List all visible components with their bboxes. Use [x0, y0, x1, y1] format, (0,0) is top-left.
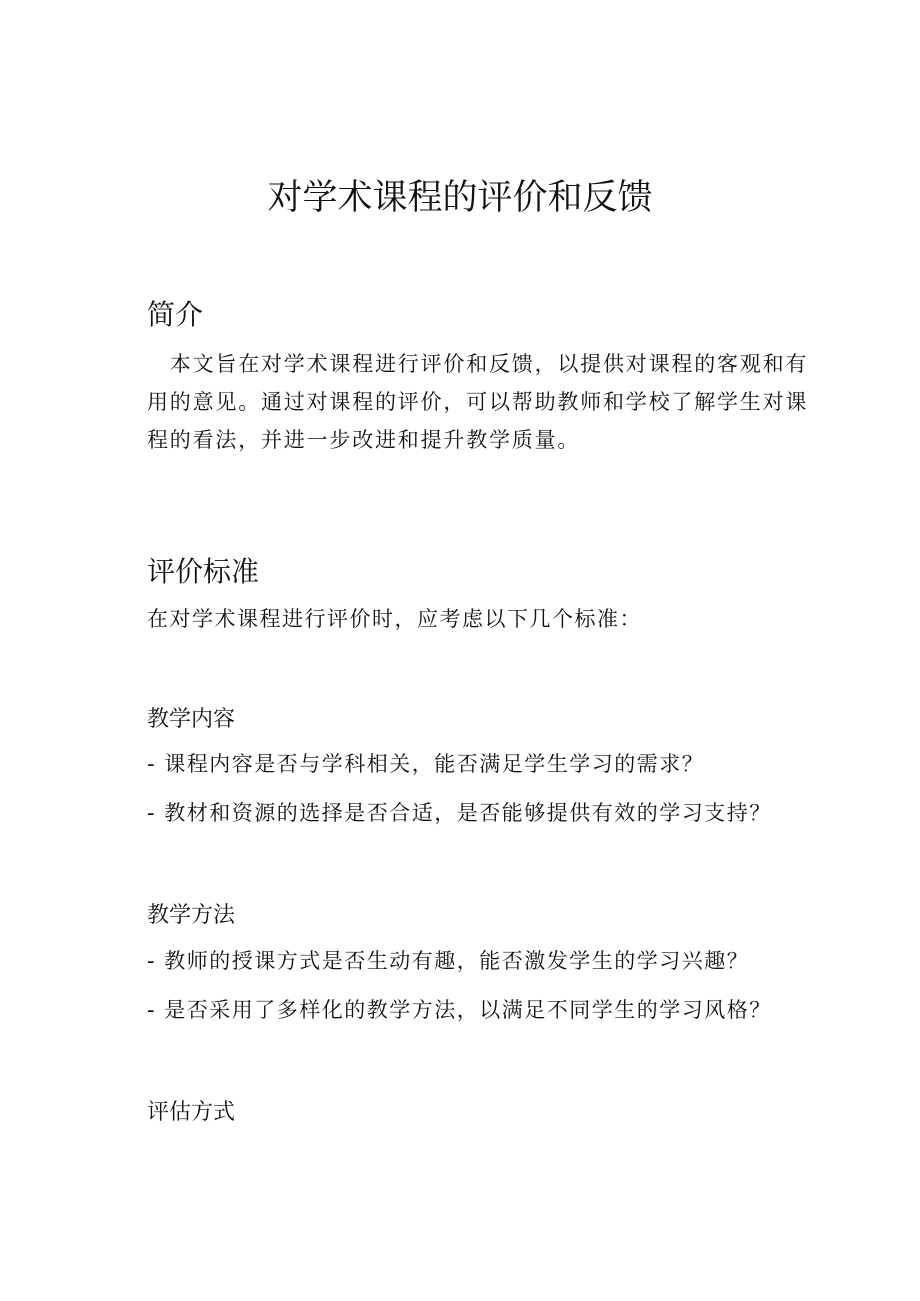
document-title: 对学术课程的评价和反馈 — [267, 178, 653, 218]
method-item: - 教师的授课方式是否生动有趣，能否激发学生的学习兴趣？ — [147, 949, 750, 973]
content-item: - 教材和资源的选择是否合适，是否能够提供有效的学习支持？ — [147, 801, 772, 825]
intro-paragraph: 本文旨在对学术课程进行评价和反馈，以提供对课程的客观和有用的意见。通过对课程的评价，可以帮助教师和学校了解学生对课程的看法，并进一步改进和提升教学质量。 — [147, 352, 809, 452]
method-item: - 是否采用了多样化的教学方法，以满足不同学生的学习风格？ — [147, 998, 772, 1022]
content-item: - 课程内容是否与学科相关，能否满足学生学习的需求？ — [147, 752, 705, 776]
method-heading: 教学方法 — [147, 903, 236, 928]
intro-heading: 简介 — [147, 298, 204, 331]
criteria-heading: 评价标准 — [147, 555, 260, 588]
assessment-heading: 评估方式 — [147, 1100, 236, 1125]
content-heading: 教学内容 — [147, 707, 236, 732]
criteria-text: 在对学术课程进行评价时，应考虑以下几个标准： — [147, 607, 642, 631]
